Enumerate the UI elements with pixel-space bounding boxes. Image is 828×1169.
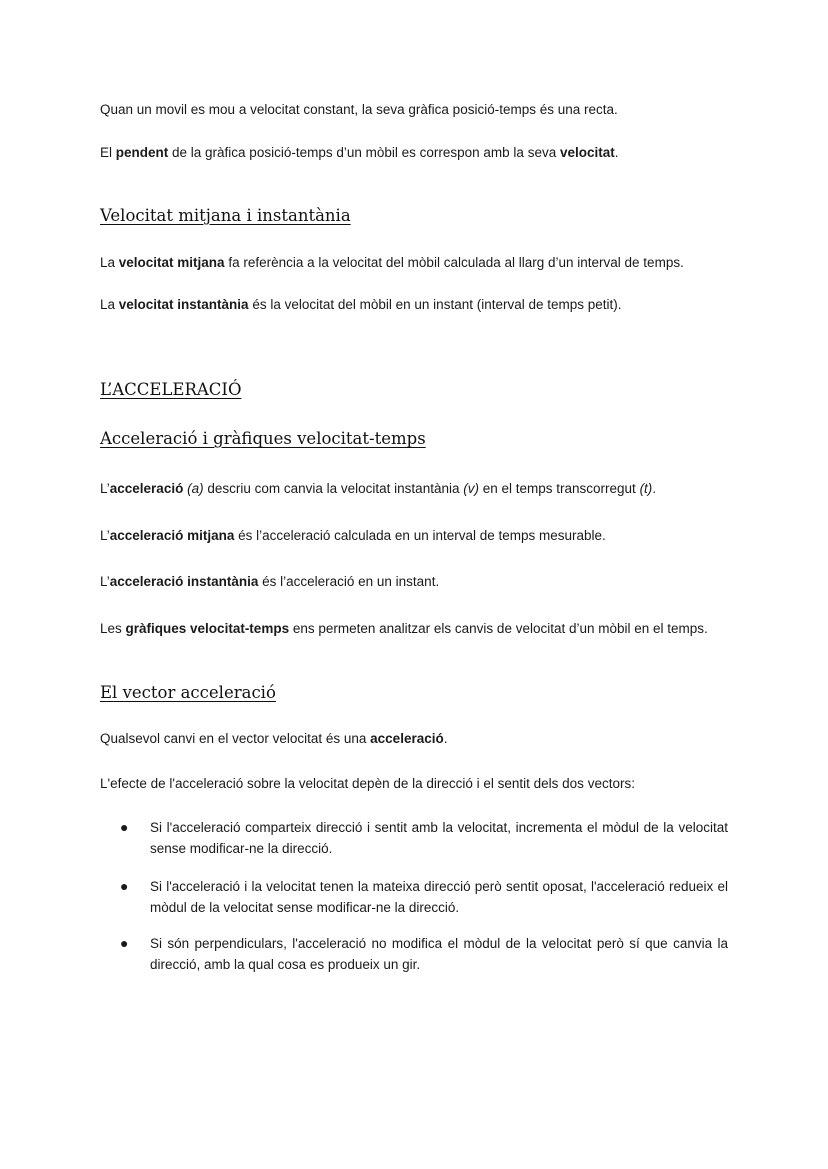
bold-term: pendent	[115, 145, 169, 160]
bold-term: velocitat mitjana	[118, 255, 225, 270]
bullet-text: Si són perpendiculars, l'acceleració no modifica el mòdul de la velocitat però sí que canvia la direcció, amb la qual cosa es produeix un gir.	[150, 936, 728, 972]
heading-acceleracio-grafiques: Acceleració i gràfiques velocitat-temps	[100, 429, 426, 448]
text: L’	[100, 481, 110, 496]
text: L’	[100, 574, 110, 589]
intro-paragraph-2	[100, 143, 740, 163]
section1-paragraph-1	[100, 253, 740, 273]
text: ens permeten analitzar els canvis de velocitat d’un mòbil en el temps.	[289, 621, 708, 636]
bullet-icon: ●	[120, 878, 129, 894]
bullet-icon: ●	[120, 819, 129, 835]
italic-symbol: (t)	[639, 481, 653, 496]
bold-term: acceleració	[109, 481, 184, 496]
text: és la velocitat del mòbil en un instant (interval de temps petit).	[248, 297, 622, 312]
bullet-icon: ●	[120, 935, 129, 951]
text: La	[100, 297, 119, 312]
text: La	[100, 255, 119, 270]
section2-paragraph-4	[100, 619, 740, 639]
text: de la gràfica posició-temps d’un mòbil es correspon amb la seva	[168, 145, 560, 160]
text: Les	[100, 621, 126, 636]
text: fa referència a la velocitat del mòbil calculada al llarg d’un interval de temps.	[224, 255, 684, 270]
bold-term: gràfiques velocitat-temps	[125, 621, 290, 636]
heading-acceleracio: L’ACCELERACIÓ	[100, 380, 242, 399]
text: .	[443, 731, 448, 746]
section2-paragraph-3	[100, 572, 740, 592]
intro-paragraph-1: Quan un movil es mou a velocitat constant, la seva gràfica posició-temps és una recta.	[100, 102, 618, 117]
section2-paragraph-1	[100, 479, 740, 499]
italic-symbol: (a)	[187, 481, 204, 496]
section2-paragraph-2	[100, 526, 740, 546]
text: és l’acceleració en un instant.	[258, 574, 440, 589]
heading-velocitat-mitjana: Velocitat mitjana i instantània	[100, 206, 351, 225]
section1-paragraph-2	[100, 295, 740, 315]
text: .	[614, 145, 619, 160]
italic-symbol: (v)	[463, 481, 479, 496]
bold-term: velocitat instantània	[118, 297, 249, 312]
bold-term: acceleració	[370, 731, 444, 746]
section3-paragraph-1	[100, 729, 740, 749]
bullet-text: Si l'acceleració comparteix direcció i sentit amb la velocitat, incrementa el mòdul de la velocitat sense modificar-ne la direcció.	[150, 820, 728, 856]
heading-vector-acceleracio: El vector acceleració	[100, 683, 276, 702]
text: Qualsevol canvi en el vector velocitat és una	[100, 731, 371, 746]
bullet-text: Si l'acceleració i la velocitat tenen la mateixa direcció però sentit oposat, l'acceleració redueix el mòdul de la velocitat sense modificar-ne la direcció.	[150, 879, 728, 915]
text: descriu com canvia la velocitat instantània	[203, 481, 464, 496]
section3-paragraph-2: L'efecte de l'acceleració sobre la velocitat depèn de la direcció i el sentit dels dos vectors:	[100, 776, 635, 791]
text: El	[100, 145, 116, 160]
bold-term: acceleració mitjana	[109, 528, 235, 543]
text: en el temps transcorregut	[478, 481, 640, 496]
text: .	[652, 481, 657, 496]
bold-term: acceleració instantània	[109, 574, 259, 589]
text: és l’acceleració calculada en un interval de temps mesurable.	[234, 528, 606, 543]
bold-term: velocitat	[559, 145, 615, 160]
text: L’	[100, 528, 110, 543]
